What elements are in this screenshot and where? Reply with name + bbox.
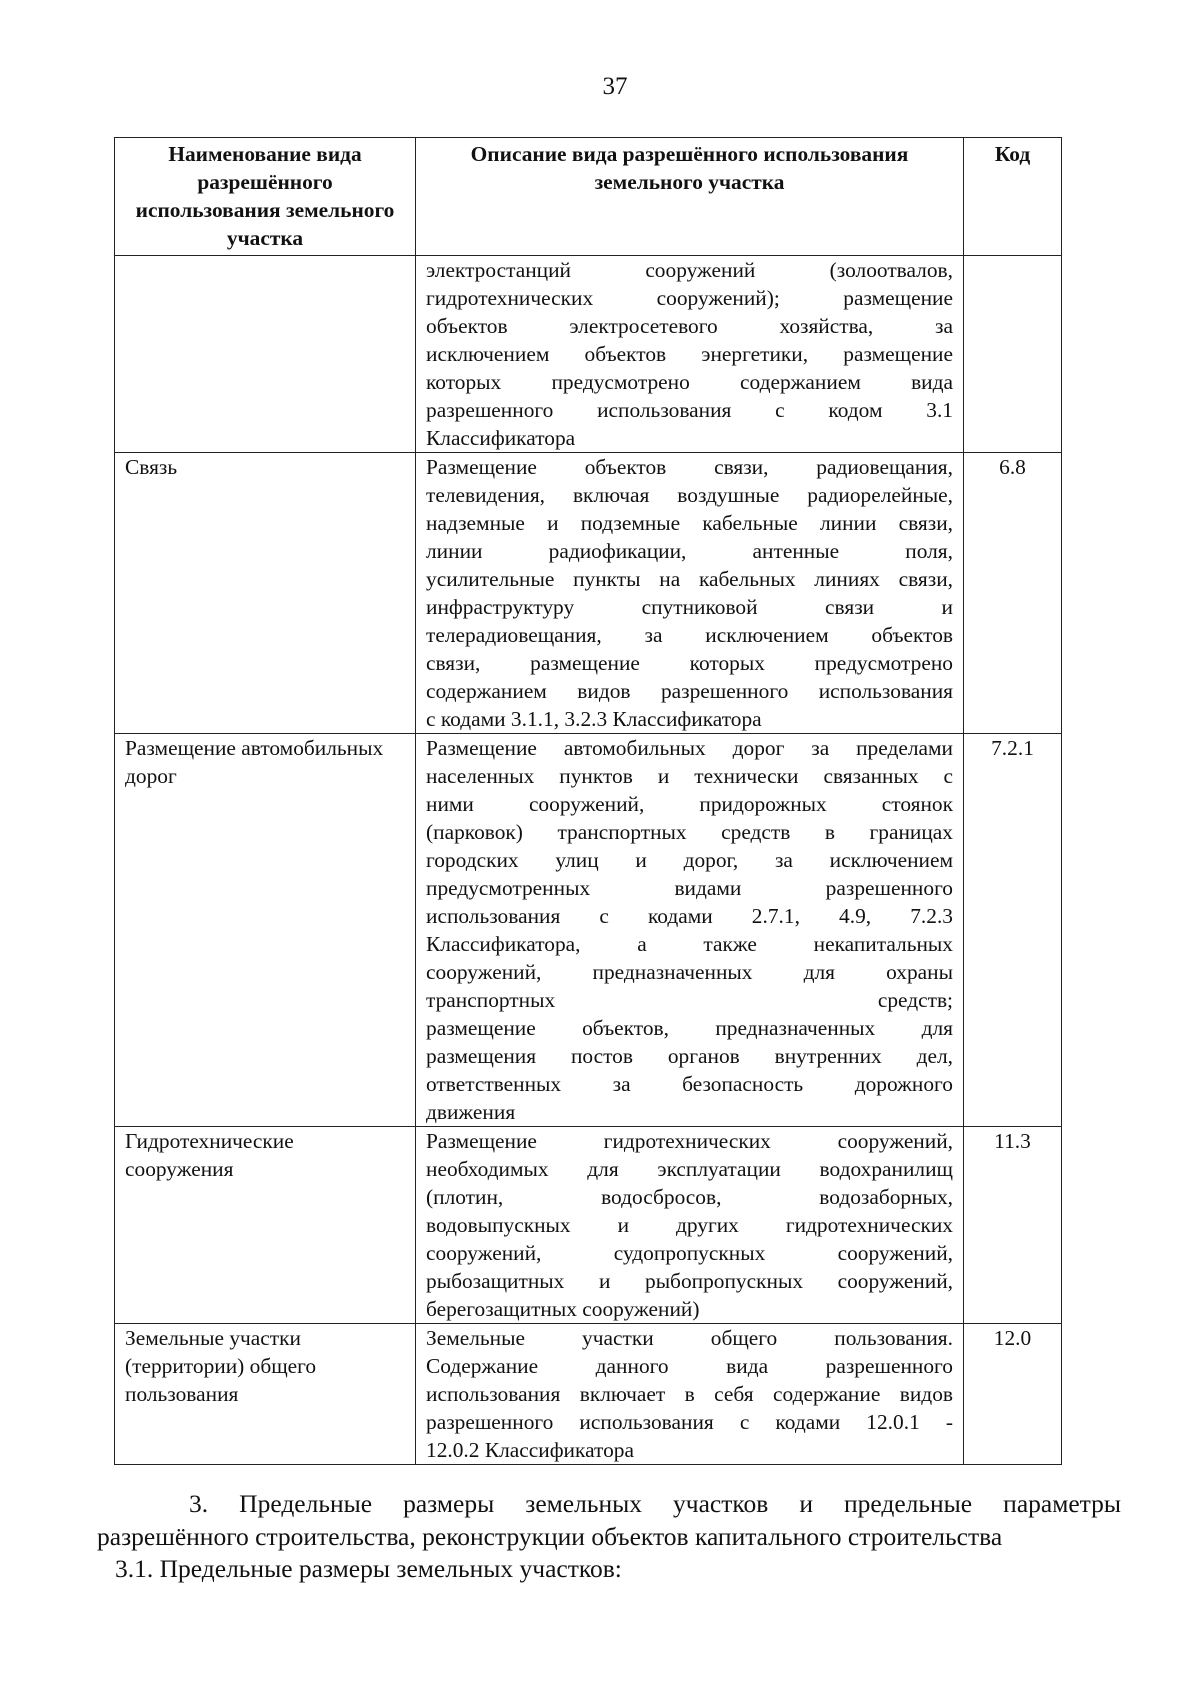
description-line: необходимых для эксплуатации водохранилищ	[426, 1157, 953, 1181]
description-line: размещение объектов, предназначенных для	[426, 1016, 953, 1040]
description-line: размещения постов органов внутренних дел,	[426, 1044, 953, 1068]
description-line: разрешенного использования с кодом 3.1	[426, 398, 953, 422]
description-line: населенных пунктов и технически связанных с	[426, 764, 953, 788]
description-line: Размещение гидротехнических сооружений,	[426, 1129, 953, 1153]
description-line: Земельные участки общего пользования.	[426, 1326, 953, 1350]
description-line: Содержание данного вида разрешенного	[426, 1354, 953, 1378]
subsection-heading: 3.1. Предельные размеры земельных участков:	[115, 1554, 622, 1583]
description-line: содержанием видов разрешенного использования	[426, 679, 953, 703]
row-description-cell	[416, 453, 964, 734]
page-number: 37	[602, 73, 628, 100]
header-code: Код	[964, 138, 1062, 256]
description-line: рыбозащитных и рыбопропускных сооружений,	[426, 1269, 953, 1293]
description-line: Размещение объектов связи, радиовещания,	[426, 455, 953, 479]
section-heading	[97, 1487, 1121, 1553]
table-row	[115, 1127, 1062, 1324]
table-row	[115, 1324, 1062, 1465]
description-line: инфраструктуру спутниковой связи и	[426, 595, 953, 619]
table-row	[115, 734, 1062, 1127]
description-line: электростанций сооружений (золоотвалов,	[426, 258, 953, 282]
description-line: линии радиофикации, антенные поля,	[426, 539, 953, 563]
description-line: Размещение автомобильных дорог за пределами	[426, 736, 953, 760]
description-line: надземные и подземные кабельные линии связи,	[426, 511, 953, 535]
row-name-cell: Земельные участки (территории) общего пользования	[115, 1324, 416, 1465]
row-code-cell: 6.8	[964, 453, 1062, 734]
land-use-table	[114, 137, 1062, 1465]
row-name-cell: Связь	[115, 453, 416, 734]
row-code-cell: 11.3	[964, 1127, 1062, 1324]
row-name-cell: Гидротехнические сооружения	[115, 1127, 416, 1324]
description-line: исключением объектов энергетики, размещение	[426, 342, 953, 366]
row-code-cell: 7.2.1	[964, 734, 1062, 1127]
description-line: которых предусмотрено содержанием вида	[426, 370, 953, 394]
description-line: городских улиц и дорог, за исключением	[426, 848, 953, 872]
description-line: с кодами 3.1.1, 3.2.3 Классификатора	[426, 707, 762, 731]
section-heading-line-1: 3. Предельные размеры земельных участков и предельные параметры	[189, 1489, 1121, 1518]
description-line: использования включает в себя содержание видов	[426, 1382, 953, 1406]
section-heading-line-2: разрешённого строительства, реконструкции объектов капитального строительства	[97, 1522, 1003, 1551]
description-line: объектов электросетевого хозяйства, за	[426, 314, 953, 338]
table-row	[115, 256, 1062, 453]
row-description-cell	[416, 734, 964, 1127]
description-line: использования с кодами 2.7.1, 4.9, 7.2.3	[426, 904, 953, 928]
description-line: ними сооружений, придорожных стоянок	[426, 792, 953, 816]
description-line: ответственных за безопасность дорожного	[426, 1072, 953, 1096]
row-name-cell	[115, 256, 416, 453]
description-line: (парковок) транспортных средств в границах	[426, 820, 953, 844]
row-code-cell: 12.0	[964, 1324, 1062, 1465]
row-description-cell	[416, 1127, 964, 1324]
description-line: берегозащитных сооружений)	[426, 1297, 700, 1321]
description-line: телевидения, включая воздушные радиорелейные,	[426, 483, 953, 507]
table-row	[115, 453, 1062, 734]
description-line: телерадиовещания, за исключением объектов	[426, 623, 953, 647]
row-code-cell	[964, 256, 1062, 453]
table-header-row	[115, 138, 1062, 256]
description-line: сооружений, судопропускных сооружений,	[426, 1241, 953, 1265]
description-line: Классификатора, а также некапитальных	[426, 932, 953, 956]
description-line: 12.0.2 Классификатора	[426, 1438, 634, 1462]
description-line: гидротехнических сооружений); размещение	[426, 286, 953, 310]
table-body	[115, 256, 1062, 1465]
row-name-cell: Размещение автомобильных дорог	[115, 734, 416, 1127]
description-line: сооружений, предназначенных для охраны	[426, 960, 953, 984]
description-line: предусмотренных видами разрешенного	[426, 876, 953, 900]
header-description: Описание вида разрешённого использования земельного участка	[416, 138, 964, 256]
description-line: транспортных средств;	[426, 988, 953, 1012]
description-line: усилительные пункты на кабельных линиях связи,	[426, 567, 953, 591]
description-line: разрешенного использования с кодами 12.0.1 -	[426, 1410, 953, 1434]
description-line: связи, размещение которых предусмотрено	[426, 651, 953, 675]
description-line: (плотин, водосбросов, водозаборных,	[426, 1185, 953, 1209]
description-line: движения	[426, 1100, 516, 1124]
header-name: Наименование вида разрешённого использования земельного участка	[115, 138, 416, 256]
description-line: водовыпускных и других гидротехнических	[426, 1213, 953, 1237]
description-line: Классификатора	[426, 426, 576, 450]
row-description-cell	[416, 256, 964, 453]
row-description-cell	[416, 1324, 964, 1465]
